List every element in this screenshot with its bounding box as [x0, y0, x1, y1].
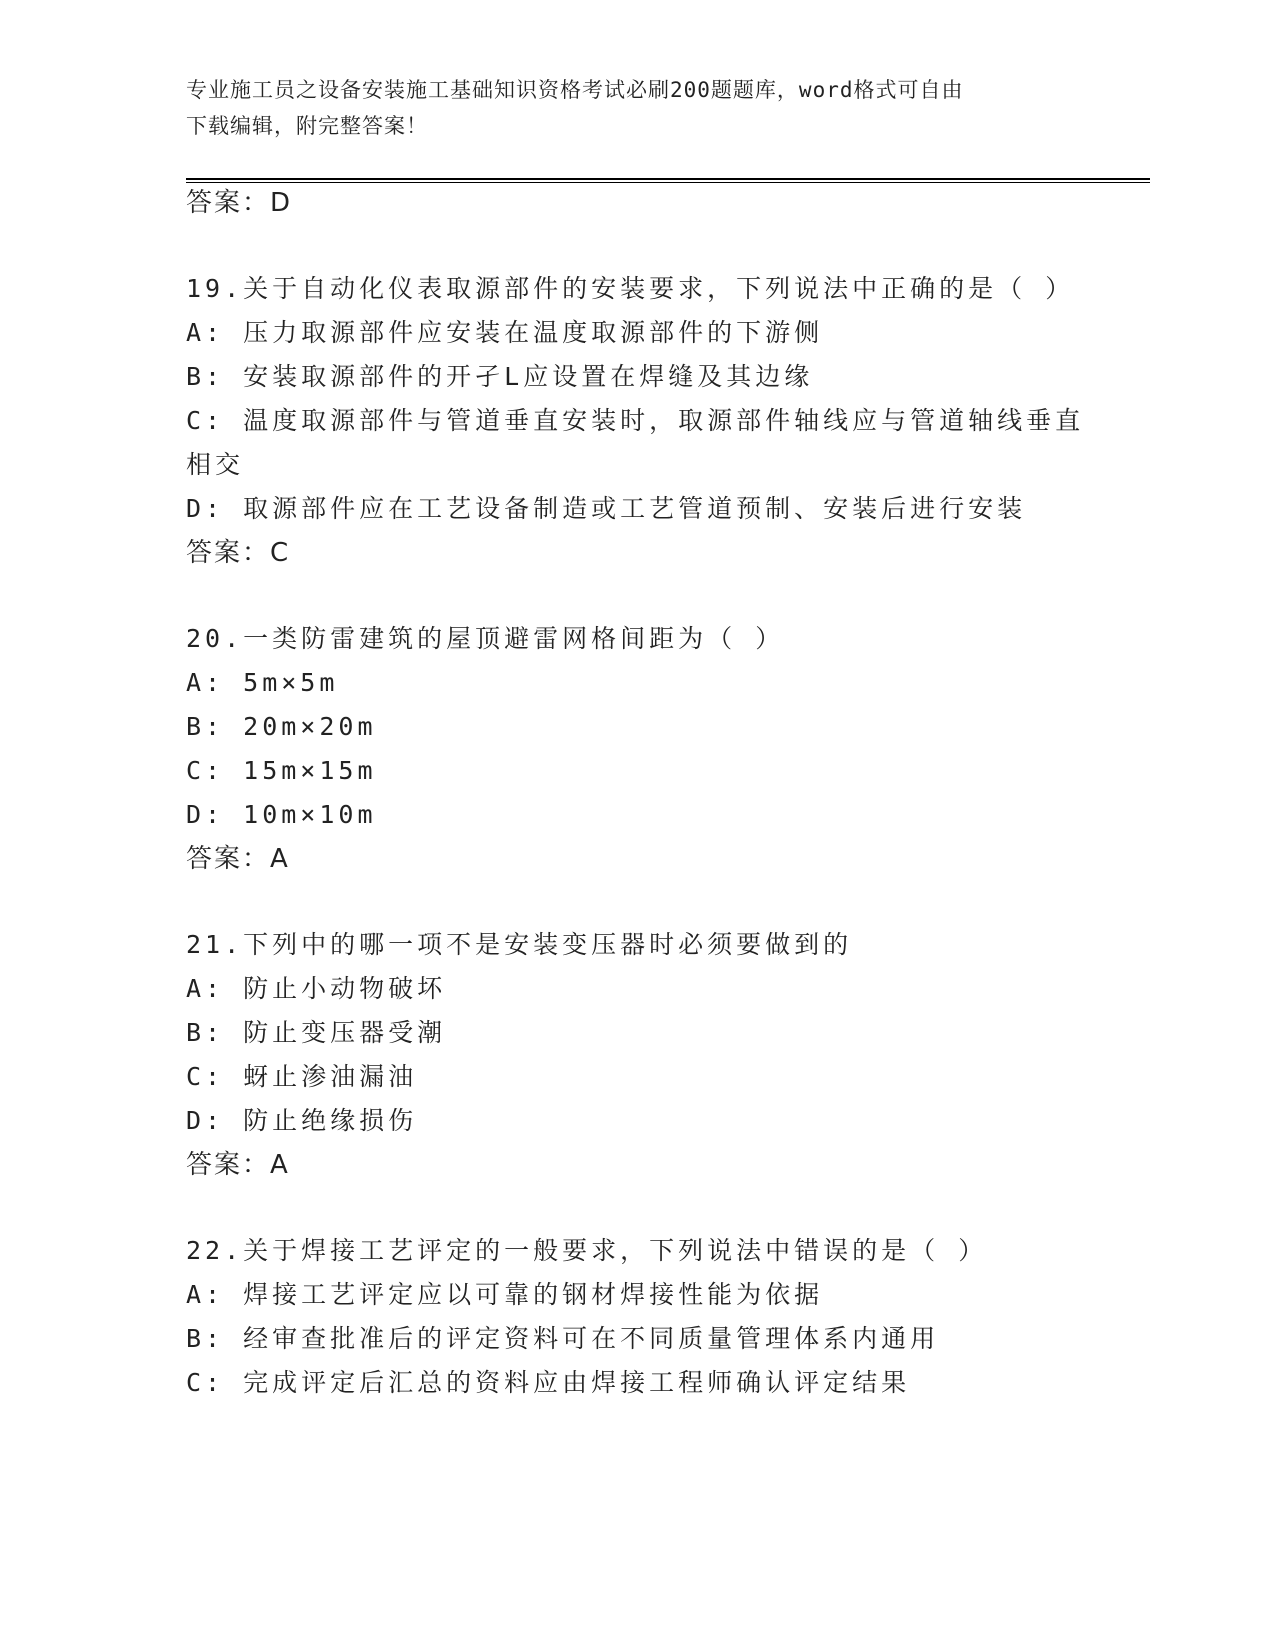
answer: 答案：A: [186, 844, 290, 874]
option-a: A: 焊接工艺评定应以可靠的钢材焊接性能为依据: [186, 1280, 824, 1309]
question-stem: 21.下列中的哪一项不是安装变压器时必须要做到的: [186, 930, 853, 959]
question-stem: 20.一类防雷建筑的屋顶避雷网格间距为（ ）: [186, 624, 785, 653]
option-c: C: 完成评定后汇总的资料应由焊接工程师确认评定结果: [186, 1368, 911, 1397]
answer: 答案：C: [186, 538, 291, 568]
header-title-line1: 专业施工员之设备安装施工基础知识资格考试必刷200题题库，word格式可自由: [186, 78, 964, 102]
option-a: A: 防止小动物破坏: [186, 974, 447, 1003]
option-d: D: 取源部件应在工艺设备制造或工艺管道预制、安装后进行安装: [186, 494, 1027, 523]
option-a: A: 压力取源部件应安装在温度取源部件的下游侧: [186, 318, 824, 347]
option-b: B: 经审查批准后的评定资料可在不同质量管理体系内通用: [186, 1324, 940, 1353]
header-divider: [186, 178, 1150, 183]
option-a: A: 5m×5m: [186, 668, 339, 697]
document-header: [186, 72, 1086, 144]
answer-prev: 答案：D: [186, 188, 293, 218]
option-b: B: 20m×20m: [186, 712, 377, 741]
question-stem: 22.关于焊接工艺评定的一般要求，下列说法中错误的是（ ）: [186, 1236, 988, 1265]
answer: 答案：A: [186, 1150, 290, 1180]
option-c: C: 温度取源部件与管道垂直安装时，取源部件轴线应与管道轴线垂直: [186, 406, 1085, 435]
option-c: C: 蚜止渗油漏油: [186, 1062, 418, 1091]
option-c-continued: 相交: [186, 450, 245, 479]
option-b: B: 防止变压器受潮: [186, 1018, 447, 1047]
option-b: B: 安装取源部件的开孑L应设置在焊缝及其边缘: [186, 362, 814, 391]
option-d: D: 防止绝缘损伤: [186, 1106, 418, 1135]
header-title-line2: 下载编辑，附完整答案！: [186, 114, 428, 138]
option-c: C: 15m×15m: [186, 756, 377, 785]
option-d: D: 10m×10m: [186, 800, 377, 829]
question-stem: 19.关于自动化仪表取源部件的安装要求，下列说法中正确的是（ ）: [186, 274, 1075, 303]
